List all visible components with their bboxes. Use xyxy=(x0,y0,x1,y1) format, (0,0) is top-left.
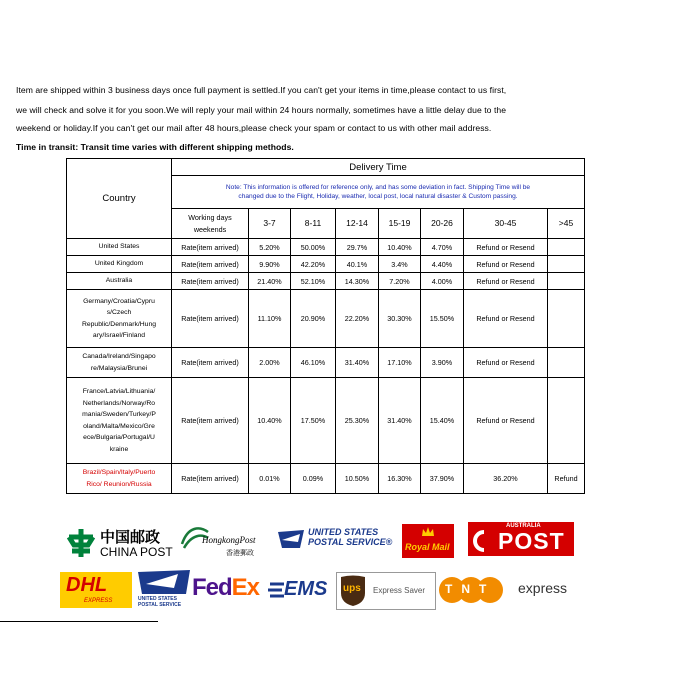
value-cell: 3.90% xyxy=(421,348,464,378)
usps-line-2: POSTAL SERVICE® xyxy=(308,537,393,547)
value-cell: 7.20% xyxy=(379,273,421,290)
delivery-time-header: Delivery Time xyxy=(172,159,585,176)
value-cell: 14.30% xyxy=(336,273,379,290)
country-cell: United Kingdom xyxy=(67,256,172,273)
ems-text: EMS xyxy=(284,578,328,600)
value-cell: 15.40% xyxy=(421,378,464,464)
value-cell: 37.90% xyxy=(421,464,464,494)
tnt-text: TNT xyxy=(445,582,496,596)
col-header-6: >45 xyxy=(548,209,585,239)
hongkong-post-cn: 香港郵政 xyxy=(226,550,254,557)
working-days-label: Working days weekends xyxy=(172,209,249,239)
rate-cell: Rate(item arrived) xyxy=(172,273,249,290)
table-row xyxy=(67,464,585,494)
value-cell: 42.20% xyxy=(291,256,336,273)
ups-express-saver: Express Saver xyxy=(373,586,426,595)
value-cell: 17.50% xyxy=(291,378,336,464)
fedex-logo xyxy=(192,574,266,606)
usps-eagle-icon xyxy=(276,528,306,550)
shipping-notice-line-2: we will check and solve it for you soon.We will reply your mail within 24 hours normally, sometimes have a little delay due to the xyxy=(16,105,507,115)
country-cell: Brazil/Spain/Italy/Puerto Rico/ Reunion/Russia xyxy=(67,464,172,494)
australia-post-top: AUSTRALIA xyxy=(506,523,541,529)
value-cell: 5.20% xyxy=(249,239,291,256)
usps2-line-1: UNITED STATES xyxy=(138,596,177,602)
value-cell: 3.4% xyxy=(379,256,421,273)
col-header-4: 20-26 xyxy=(421,209,464,239)
value-cell: 50.00% xyxy=(291,239,336,256)
table-row xyxy=(67,256,585,273)
value-cell: 29.7% xyxy=(336,239,379,256)
table-row xyxy=(67,273,585,290)
country-cell: Australia xyxy=(67,273,172,290)
royal-mail-text: Royal Mail xyxy=(405,542,450,552)
value-cell xyxy=(548,290,585,348)
value-cell xyxy=(548,378,585,464)
china-post-emblem-icon xyxy=(64,526,98,560)
col-header-5: 30-45 xyxy=(464,209,548,239)
rate-cell: Rate(item arrived) xyxy=(172,348,249,378)
value-cell: 36.20% xyxy=(464,464,548,494)
note-line-1: Note: This information is offered for reference only, and has some deviation in fact. Shipping Time will be xyxy=(225,184,531,191)
divider-line xyxy=(0,621,158,622)
country-cell: Canada/Ireland/Singapo re/Malaysia/Brunei xyxy=(67,348,172,378)
australia-post-text: POST xyxy=(498,528,565,554)
rate-cell: Rate(item arrived) xyxy=(172,256,249,273)
country-header: Country xyxy=(67,159,172,239)
rate-cell: Rate(item arrived) xyxy=(172,290,249,348)
value-cell: Refund or Resend xyxy=(464,239,548,256)
value-cell: 2.00% xyxy=(249,348,291,378)
usps-line-1: UNITED STATES xyxy=(308,527,379,537)
shipping-notice-line-3: weekend or holiday.If you can't get our mail after 48 hours,please check your spam or contact to us with other mail address. xyxy=(16,123,492,133)
value-cell: 31.40% xyxy=(336,348,379,378)
value-cell: 10.50% xyxy=(336,464,379,494)
value-cell: 10.40% xyxy=(249,378,291,464)
china-post-en: CHINA POST xyxy=(100,545,173,559)
country-cell: United States xyxy=(67,239,172,256)
value-cell: 9.90% xyxy=(249,256,291,273)
value-cell: Refund or Resend xyxy=(464,290,548,348)
value-cell: 30.30% xyxy=(379,290,421,348)
royal-mail-logo xyxy=(402,524,454,558)
tnt-logo xyxy=(438,572,574,608)
china-post-logo xyxy=(64,524,174,562)
dhl-sub: EXPRESS xyxy=(84,598,113,604)
table-row xyxy=(67,290,585,348)
usps-logo-2 xyxy=(134,570,192,610)
value-cell: Refund xyxy=(548,464,585,494)
value-cell xyxy=(548,273,585,290)
dhl-logo xyxy=(60,572,132,608)
value-cell: 17.10% xyxy=(379,348,421,378)
table-row xyxy=(67,378,585,464)
ups-logo xyxy=(336,572,436,610)
table-row xyxy=(67,348,585,378)
tnt-express: express xyxy=(518,580,568,596)
australia-post-logo xyxy=(468,522,574,556)
value-cell: 20.90% xyxy=(291,290,336,348)
value-cell: 46.10% xyxy=(291,348,336,378)
value-cell: 10.40% xyxy=(379,239,421,256)
col-header-3: 15-19 xyxy=(379,209,421,239)
value-cell: 21.40% xyxy=(249,273,291,290)
value-cell: 31.40% xyxy=(379,378,421,464)
value-cell: 11.10% xyxy=(249,290,291,348)
rate-cell: Rate(item arrived) xyxy=(172,378,249,464)
fedex-fed: Fed xyxy=(192,574,232,601)
australia-post-p-icon xyxy=(472,530,494,552)
value-cell: 0.01% xyxy=(249,464,291,494)
value-cell: 15.50% xyxy=(421,290,464,348)
usps-eagle-icon-2 xyxy=(134,570,192,594)
usps2-line-2: POSTAL SERVICE xyxy=(138,602,182,608)
value-cell: 4.00% xyxy=(421,273,464,290)
value-cell: 0.09% xyxy=(291,464,336,494)
value-cell: 4.40% xyxy=(421,256,464,273)
ems-logo xyxy=(268,578,332,604)
hongkong-post-en: HongkongPost xyxy=(202,535,256,545)
value-cell: 16.30% xyxy=(379,464,421,494)
delivery-time-table xyxy=(66,158,585,494)
ups-text: ups xyxy=(343,583,361,594)
value-cell: Refund or Resend xyxy=(464,256,548,273)
col-header-2: 12-14 xyxy=(336,209,379,239)
dhl-text: DHL xyxy=(66,574,108,596)
shipping-notice-line-1: Item are shipped within 3 business days once full payment is settled.If you can't get your items in time,please contact to us first, xyxy=(16,85,507,95)
usps-logo xyxy=(276,526,394,554)
rate-cell: Rate(item arrived) xyxy=(172,464,249,494)
table-row xyxy=(67,239,585,256)
value-cell xyxy=(548,239,585,256)
crown-icon xyxy=(421,526,435,538)
hongkong-post-logo xyxy=(180,524,268,562)
value-cell: 4.70% xyxy=(421,239,464,256)
value-cell: 52.10% xyxy=(291,273,336,290)
value-cell xyxy=(548,256,585,273)
value-cell: Refund or Resend xyxy=(464,273,548,290)
col-header-0: 3-7 xyxy=(249,209,291,239)
value-cell: 40.1% xyxy=(336,256,379,273)
fedex-ex: Ex xyxy=(231,574,260,601)
value-cell xyxy=(548,348,585,378)
note-line-2: changed due to the Flight, Holiday, weather, local post, local natural disaster & Custom passing. xyxy=(238,193,518,200)
china-post-cn: 中国邮政 xyxy=(100,529,161,546)
value-cell: 22.20% xyxy=(336,290,379,348)
country-cell: France/Latvia/Lithuania/ Netherlands/Norway/Ro mania/Sweden/Turkey/P oland/Malta/Mexico/Gre ece/Bulgaria/Portugal/U kraine xyxy=(67,378,172,464)
rate-cell: Rate(item arrived) xyxy=(172,239,249,256)
value-cell: Refund or Resend xyxy=(464,348,548,378)
col-header-1: 8-11 xyxy=(291,209,336,239)
reference-note xyxy=(172,176,585,209)
country-cell: Germany/Croatia/Cypru s/Czech Republic/Denmark/Hung ary/Israel/Finland xyxy=(67,290,172,348)
transit-time-heading: Time in transit: Transit time varies with different shipping methods. xyxy=(16,142,294,152)
value-cell: 25.30% xyxy=(336,378,379,464)
value-cell: Refund or Resend xyxy=(464,378,548,464)
